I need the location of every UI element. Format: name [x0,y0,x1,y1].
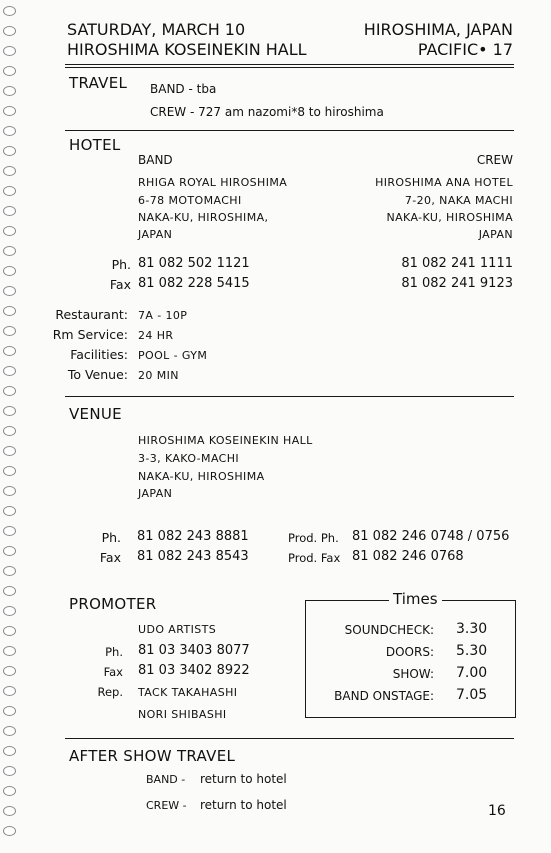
spiral-ring [3,366,16,376]
spiral-ring [3,786,16,796]
hotel-crew-address-line: NAKA-KU, HIROSHIMA [386,211,513,224]
room-service-label: Rm Service: [52,327,128,342]
spiral-ring [3,766,16,776]
spiral-ring [3,746,16,756]
hotel-band-phone: 81 082 502 1121 [138,256,250,271]
promoter-phone-label: Ph. [105,645,123,659]
venue-phone: 81 082 243 8881 [137,529,249,544]
hotel-band-address-line: JAPAN [138,228,173,241]
spiral-ring [3,546,16,556]
show-time: 7.00 [456,665,488,681]
times-title: Times [389,590,442,608]
divider [65,64,514,65]
spiral-ring [3,686,16,696]
promoter-rep-1: TACK TAKAHASHI [138,686,238,699]
travel-band: BAND - tba [150,82,217,96]
prod-fax-label: Prod. Fax [288,551,341,565]
band-onstage-time: 7.05 [456,687,488,703]
spiral-ring [3,326,16,336]
soundcheck-time: 3.30 [456,621,488,637]
spiral-ring [3,606,16,616]
spiral-ring [3,506,16,516]
travel-crew: CREW - 727 am nazomi*8 to hiroshima [150,105,384,119]
hotel-crew-address-line: 7-20, NAKA MACHI [404,194,513,207]
hotel-crew-address-line: JAPAN [478,228,513,241]
spiral-ring [3,6,16,16]
doors-label: DOORS: [385,645,434,659]
spiral-ring [3,86,16,96]
spiral-ring [3,666,16,676]
promoter-name: UDO ARTISTS [138,623,217,636]
divider [65,738,514,739]
spiral-binding [0,0,20,853]
spiral-ring [3,66,16,76]
spiral-ring [3,206,16,216]
hotel-band-address-line: 6-78 MOTOMACHI [138,194,242,207]
hotel-heading: HOTEL [69,136,121,154]
spiral-ring [3,306,16,316]
venue-address-line: NAKA-KU, HIROSHIMA [138,470,265,483]
date-heading: SATURDAY, MARCH 10 [67,20,246,39]
spiral-ring [3,466,16,476]
promoter-phone: 81 03 3403 8077 [138,643,250,658]
spiral-ring [3,46,16,56]
hotel-crew-fax: 81 082 241 9123 [401,276,513,291]
divider [65,67,514,68]
to-venue-value: 20 MIN [138,369,179,382]
spiral-ring [3,726,16,736]
spiral-ring [3,286,16,296]
restaurant-label: Restaurant: [55,307,128,322]
spiral-ring [3,486,16,496]
after-show-band-label: BAND - [146,773,186,786]
facilities-label: Facilities: [70,347,128,362]
after-show-band-value: return to hotel [200,772,287,786]
city-heading: HIROSHIMA, JAPAN [363,20,513,39]
spiral-ring [3,246,16,256]
hotel-band-title: BAND [138,153,173,167]
hotel-band-fax: 81 082 228 5415 [138,276,250,291]
spiral-ring [3,106,16,116]
spiral-ring [3,386,16,396]
venue-address-line: JAPAN [138,487,173,500]
to-venue-label: To Venue: [67,367,128,382]
prod-phone-label: Prod. Ph. [288,531,339,545]
after-show-crew-value: return to hotel [200,798,287,812]
spiral-ring [3,166,16,176]
spiral-ring [3,806,16,816]
facilities-value: POOL - GYM [138,349,208,362]
page-number: 16 [488,803,506,819]
spiral-ring [3,266,16,276]
promoter-rep-label: Rep. [97,685,123,699]
venue-address-line: 3-3, KAKO-MACHI [138,452,240,465]
hotel-band-address-line: NAKA-KU, HIROSHIMA, [138,211,269,224]
spiral-ring [3,446,16,456]
venue-fax: 81 082 243 8543 [137,549,249,564]
travel-heading: TRAVEL [69,74,128,92]
after-show-crew-label: CREW - [146,799,187,812]
divider [65,396,514,397]
venue-address-line: HIROSHIMA KOSEINEKIN HALL [138,434,313,447]
venue-heading: HIROSHIMA KOSEINEKIN HALL [67,40,307,59]
spiral-ring [3,826,16,836]
hotel-phone-label: Ph. [111,257,131,272]
tour-leg: PACIFIC• 17 [417,40,513,59]
spiral-ring [3,626,16,636]
spiral-ring [3,146,16,156]
promoter-fax: 81 03 3402 8922 [138,663,250,678]
show-label: SHOW: [392,667,434,681]
spiral-ring [3,526,16,536]
spiral-ring [3,186,16,196]
spiral-ring [3,646,16,656]
promoter-rep-2: NORI SHIBASHI [138,708,227,721]
doors-time: 5.30 [456,643,488,659]
divider [65,130,514,131]
prod-fax: 81 082 246 0768 [352,549,464,564]
prod-phone: 81 082 246 0748 / 0756 [352,529,510,544]
promoter-fax-label: Fax [103,665,123,679]
after-show-heading: AFTER SHOW TRAVEL [69,747,236,765]
spiral-ring [3,406,16,416]
hotel-crew-phone: 81 082 241 1111 [401,256,513,271]
spiral-ring [3,226,16,236]
promoter-heading: PROMOTER [69,595,157,613]
restaurant-value: 7A - 10P [138,309,188,322]
spiral-ring [3,426,16,436]
spiral-ring [3,566,16,576]
spiral-ring [3,126,16,136]
spiral-ring [3,706,16,716]
venue-section-heading: VENUE [69,405,122,423]
spiral-ring [3,26,16,36]
band-onstage-label: BAND ONSTAGE: [334,689,434,703]
soundcheck-label: SOUNDCHECK: [344,623,434,637]
spiral-ring [3,586,16,596]
hotel-fax-label: Fax [109,277,131,292]
venue-fax-label: Fax [99,550,121,565]
room-service-value: 24 HR [138,329,174,342]
spiral-ring [3,346,16,356]
hotel-crew-address-line: HIROSHIMA ANA HOTEL [375,176,513,189]
venue-phone-label: Ph. [101,530,121,545]
hotel-band-address-line: RHIGA ROYAL HIROSHIMA [138,176,288,189]
hotel-crew-title: CREW [476,153,513,167]
